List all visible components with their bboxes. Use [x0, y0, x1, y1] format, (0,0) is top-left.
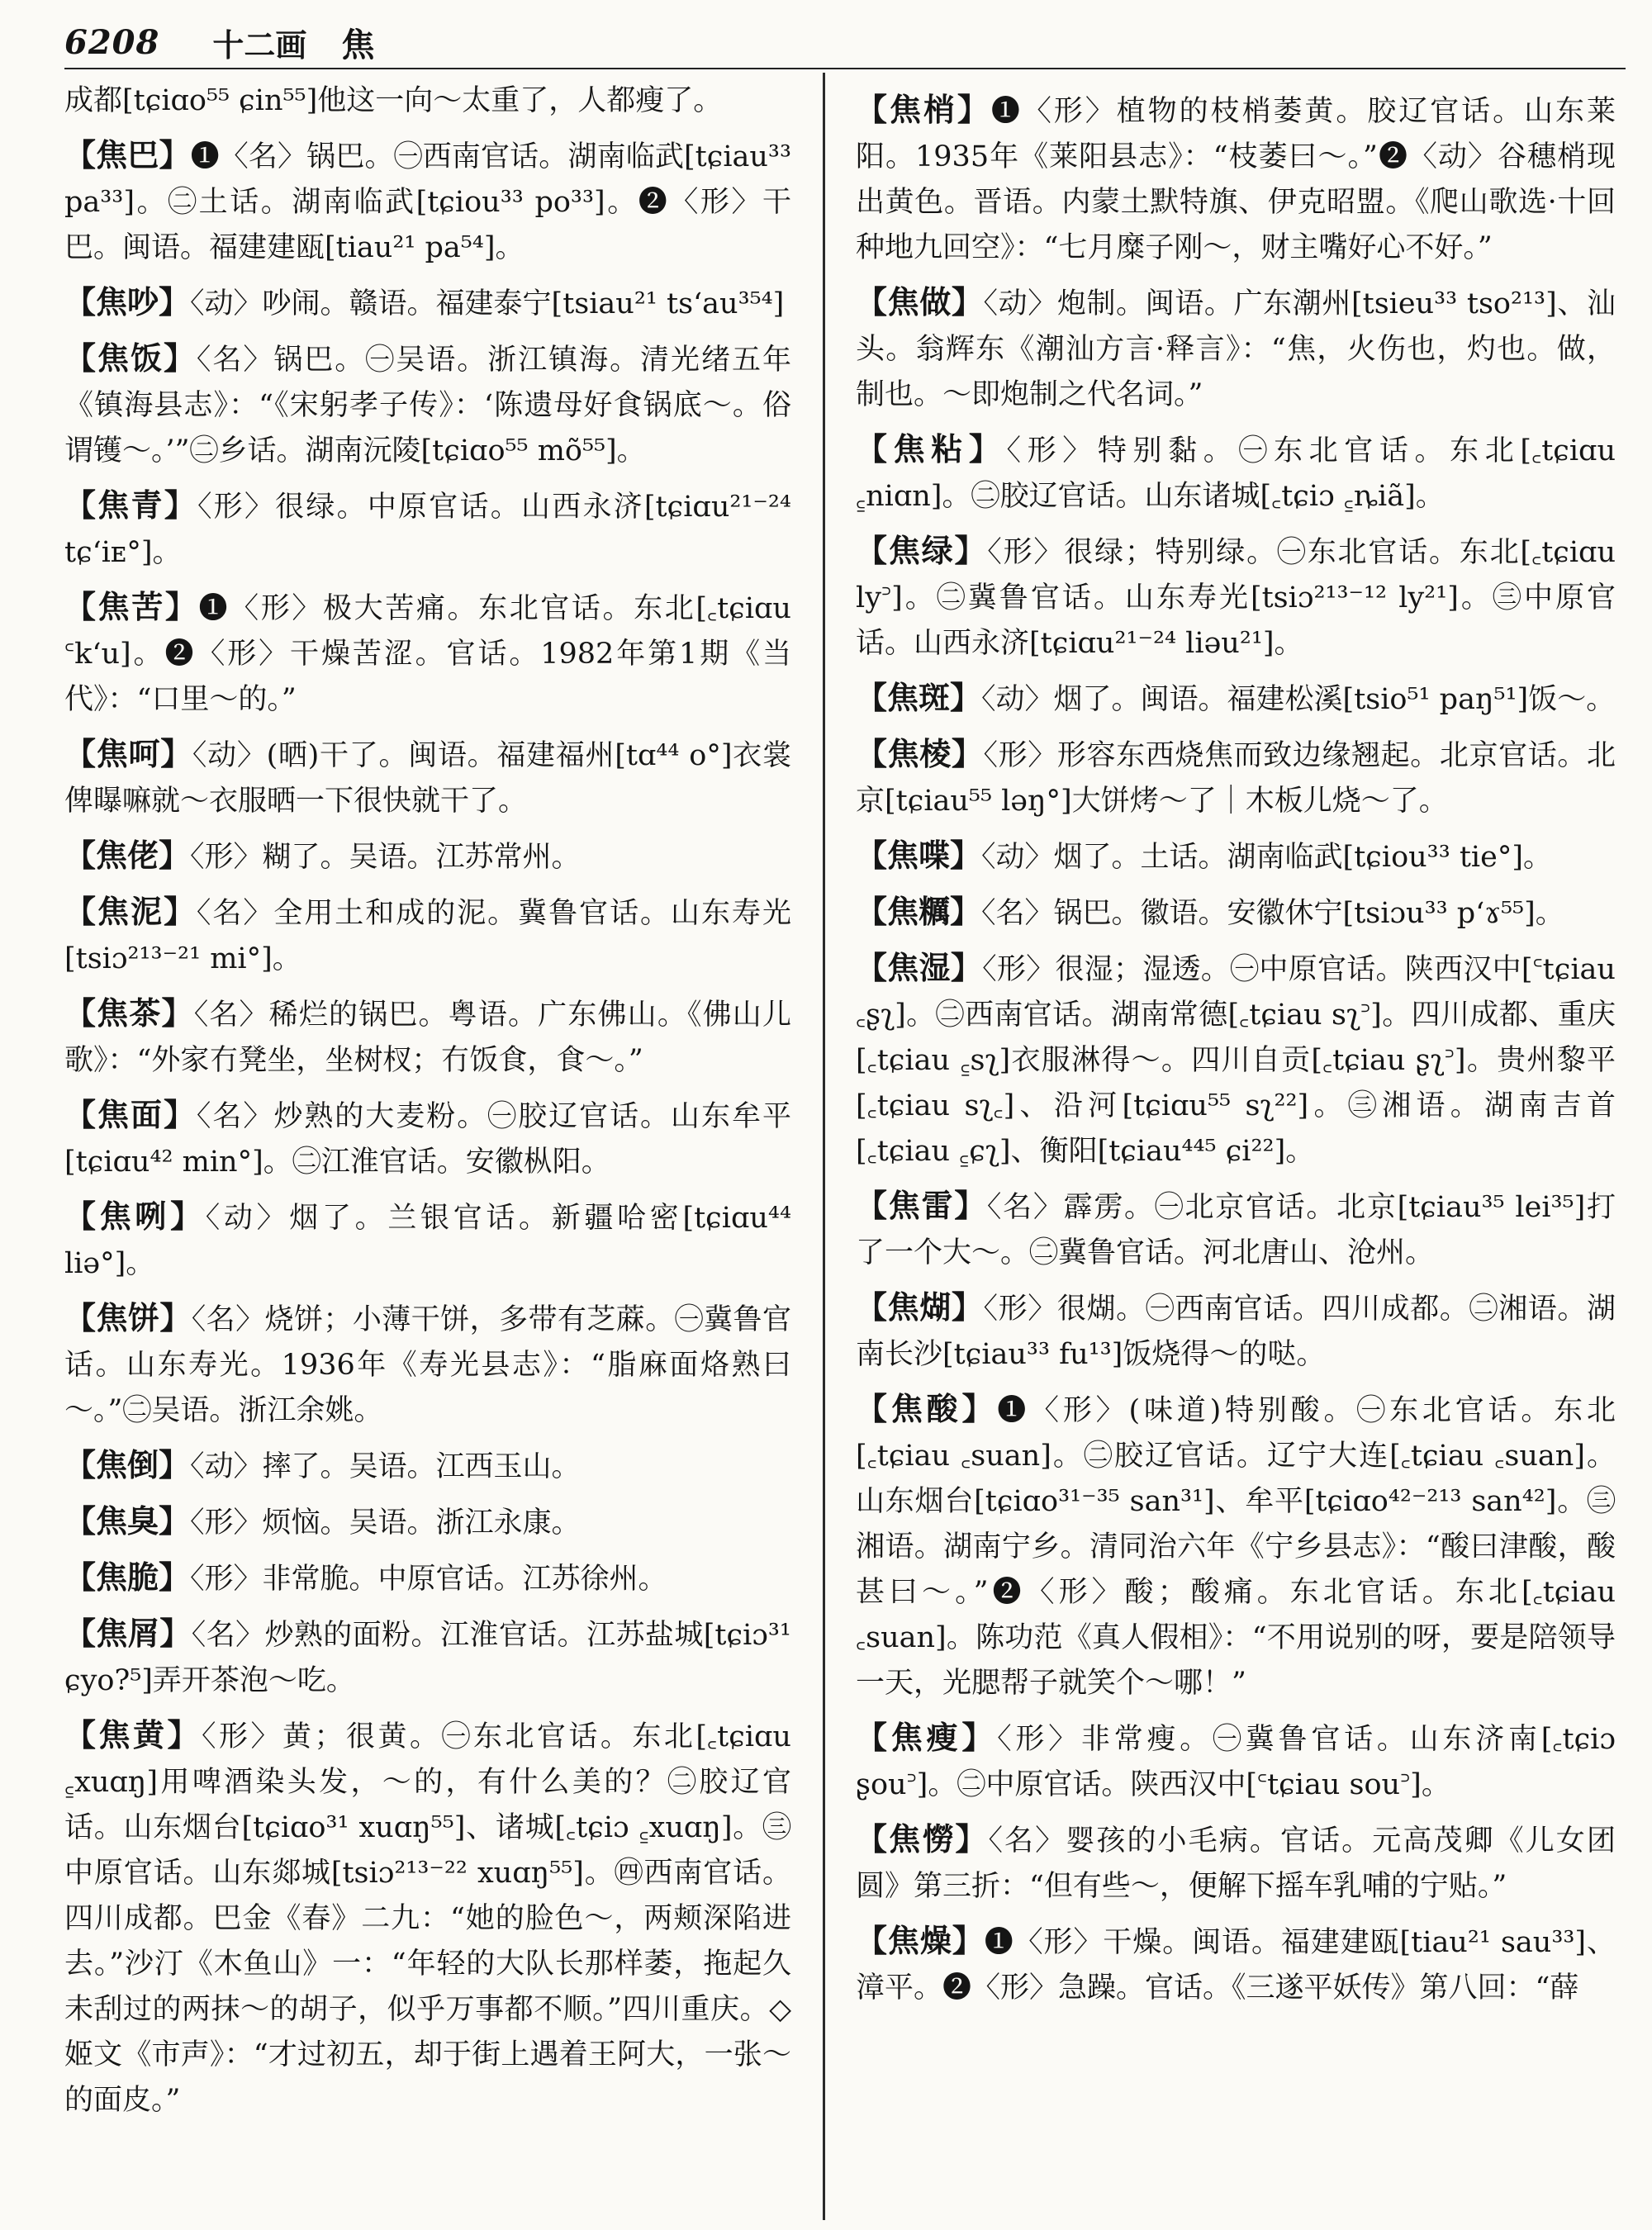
- headword: 焦喋: [887, 837, 951, 874]
- left-column: [64, 78, 801, 2222]
- headword-bracket-close: 】: [163, 339, 197, 377]
- headword: 焦酸: [890, 1390, 962, 1427]
- headword-bracket-close: 】: [167, 1716, 202, 1753]
- headword: 焦燥: [887, 1922, 952, 1959]
- headword-bracket-close: 】: [951, 283, 984, 320]
- headword-bracket-close: 】: [159, 837, 191, 874]
- headword-bracket-close: 】: [159, 283, 191, 320]
- headword-bracket-close: 】: [164, 486, 197, 524]
- definition-text: 〈形〉糊了。吴语。江苏常州。: [190, 841, 581, 874]
- dictionary-entry: [64, 1092, 791, 1185]
- headword-bracket-close: 】: [961, 1390, 998, 1427]
- headword: 焦脆: [96, 1559, 159, 1596]
- headword-bracket-open: 【: [856, 735, 888, 772]
- headword-bracket-close: 】: [954, 532, 988, 569]
- headword: 焦梢: [889, 91, 957, 128]
- headword-bracket-open: 【: [856, 679, 888, 716]
- headword-bracket-open: 【: [64, 1096, 97, 1133]
- headword: 焦雷: [888, 1187, 955, 1224]
- definition-text: 〈形〉特别黏。㊀东北官话。东北[꜀tɕiɑu ꜁niɑn]。㊁胶辽官话。山东诸城[꜀tɕiɔ ꜁ȵiã]。: [856, 434, 1626, 513]
- headword-bracket-open: 【: [856, 1390, 891, 1427]
- dictionary-entry: [64, 1554, 791, 1602]
- definition-text: 〈形〉很湿；湿透。㊀中原官话。陕西汉中[꜂tɕiau ꜀ʂʅ]。㊁西南官话。湖南常德[꜀tɕiau sʅ꜄]。四川成都、重庆[꜀tɕiau ꜁sʅ]衣服淋得～。四川自贡[꜀tɕiau ʂʅ꜄]。贵州黎平[꜀tɕiau sʅ꜀]、沿河[tɕiɑu⁵⁵ sʅ²²]。㊂湘语。湖南吉首[꜀tɕiau ꜁ɕʅ]、衡阳[tɕiau⁴⁴⁵ ɕi²²]。: [856, 953, 1626, 1168]
- headword-bracket-open: 【: [64, 339, 97, 377]
- headword-bracket-close: 】: [163, 893, 197, 930]
- headword-bracket-open: 【: [64, 136, 97, 173]
- headword: 焦呵: [96, 735, 161, 772]
- headword: 焦绿: [888, 532, 955, 569]
- headword: 焦臭: [96, 1502, 159, 1540]
- dictionary-entry: [64, 279, 791, 327]
- headword-bracket-open: 【: [856, 1187, 889, 1224]
- page-header: [64, 17, 1626, 69]
- headword: 焦粘: [893, 430, 969, 467]
- dictionary-entry: [64, 731, 791, 824]
- dictionary-entry: [64, 1295, 791, 1434]
- headword-bracket-close: 】: [159, 1446, 191, 1483]
- dictionary-entry: [64, 1712, 801, 2123]
- definition-text: 〈动〉(晒)干了。闽语。福建福州[tɑ⁴⁴ o°]衣裳俾曝嘛就～衣服晒一下很快就干了。: [64, 739, 791, 818]
- dictionary-entry: [856, 833, 1616, 880]
- headword: 焦巴: [96, 136, 159, 173]
- headword-bracket-open: 【: [64, 1299, 97, 1336]
- continuation-text: 成都[tɕiɑo⁵⁵ ɕin⁵⁵]他这一向～太重了，人都瘦了。: [64, 84, 723, 117]
- dictionary-entry: [64, 1193, 801, 1287]
- headword: 焦湿: [887, 949, 951, 986]
- dictionary-entry: [856, 675, 1616, 723]
- headword-bracket-close: 】: [955, 1820, 989, 1858]
- headword-bracket-close: 】: [163, 1096, 197, 1133]
- definition-text: 〈动〉吵闹。赣语。福建泰宁[tsiau²¹ ts‘au³⁵⁴]: [190, 287, 785, 320]
- headword-bracket-close: 】: [950, 837, 982, 874]
- headword-bracket-close: 】: [952, 1922, 985, 1959]
- headword-bracket-open: 【: [64, 1446, 97, 1483]
- headword: 焦饼: [96, 1299, 160, 1336]
- definition-text: ❶〈名〉锅巴。㊀西南官话。湖南临武[tɕiau³³ pa³³]。㊁土话。湖南临武[tɕiou³³ po³³]。❷〈形〉干巴。闽语。福建建瓯[tiau²¹ pa⁵⁴]。: [64, 140, 801, 264]
- dictionary-entry: [64, 1498, 791, 1546]
- definition-text: 〈形〉很绿。中原官话。山西永济[tɕiɑu²¹⁻²⁴ tɕ‘iᴇ°]。: [64, 491, 801, 569]
- headword-bracket-open: 【: [856, 1922, 888, 1959]
- definition-text: 〈名〉锅巴。㊀吴语。浙江镇海。清光绪五年《镇海县志》：“《宋躬孝子传》：‘陈遗母好食锅底～。俗谓镬～。’”㊁乡话。湖南沅陵[tɕiɑo⁵⁵ mõ⁵⁵]。: [64, 344, 791, 467]
- headword-bracket-open: 【: [64, 283, 97, 320]
- headword-bracket-open: 【: [856, 91, 890, 128]
- headword-bracket-close: 】: [950, 893, 982, 930]
- headword-bracket-open: 【: [64, 1502, 97, 1540]
- headword: 焦饭: [97, 339, 164, 377]
- headword: 焦糲: [887, 893, 951, 930]
- dictionary-entry: [856, 1918, 1616, 2011]
- definition-text: ❶〈形〉(味道)特别酸。㊀东北官话。东北[꜀tɕiau ꜀suan]。㊁胶辽官话。辽宁大连[꜀tɕiau ꜀suan]。山东烟台[tɕiɑo³¹⁻³⁵ san³¹]、牟平[tɕiɑo⁴²⁻²¹³ san⁴²]。㊂湘语。湖南宁乡。清同治六年《宁乡县志》：“酸曰津酸，酸甚曰～。”❷〈形〉酸；酸痛。东北官话。东北[꜀tɕiau ꜀suan]。陈功范《真人假相》：“不用说别的呀，要是陪领导一天，光腮帮子就笑个～哪！”: [856, 1394, 1626, 1700]
- definition-text: 〈形〉非常瘦。㊀冀鲁官话。山东济南[꜀tɕiɔ ʂou꜄]。㊁中原官话。陕西汉中[꜂tɕiau sou꜄]。: [856, 1723, 1626, 1801]
- dictionary-entry: [64, 990, 791, 1084]
- headword-bracket-close: 】: [957, 91, 991, 128]
- definition-text: ❶〈形〉干燥。闽语。福建建瓯[tiau²¹ sau³³]、漳平。❷〈形〉急躁。官话。《三遂平妖传》第八回：“薛: [856, 1926, 1616, 2005]
- page-number: 6208: [64, 22, 160, 62]
- headword: 焦做: [887, 283, 952, 320]
- headword-bracket-close: 】: [951, 1288, 984, 1326]
- headword-bracket-open: 【: [856, 1288, 888, 1326]
- dictionary-entry: [64, 889, 791, 982]
- headword-bracket-open: 【: [64, 588, 98, 625]
- headword-bracket-close: 】: [170, 1198, 206, 1235]
- headword: 焦屑: [96, 1615, 160, 1652]
- headword: 焦憦: [889, 1820, 956, 1858]
- dictionary-entry: [856, 731, 1616, 824]
- headword: 焦瘦: [890, 1719, 962, 1756]
- dictionary-entry: [856, 528, 1626, 667]
- headword: 焦泥: [97, 893, 164, 930]
- headword-bracket-open: 【: [64, 837, 97, 874]
- headword: 焦青: [97, 486, 164, 524]
- dictionary-entry: [64, 482, 801, 576]
- headword-bracket-open: 【: [856, 283, 888, 320]
- definition-text: ❶〈形〉极大苦痛。东北官话。东北[꜀tɕiɑu ꜂k‘u]。❷〈形〉干燥苦涩。官话。1982年第1期《当代》：“口里～的。”: [64, 592, 801, 716]
- headword: 焦黄: [98, 1716, 168, 1753]
- headword-bracket-close: 】: [164, 588, 199, 625]
- headword-bracket-open: 【: [64, 994, 97, 1032]
- headword: 焦倒: [96, 1446, 159, 1483]
- headword: 焦棱: [887, 735, 952, 772]
- headword-bracket-close: 】: [951, 735, 984, 772]
- dictionary-entry: [64, 1442, 791, 1490]
- headword-bracket-open: 【: [64, 893, 97, 930]
- headword: 焦苦: [97, 588, 165, 625]
- headword-bracket-close: 】: [954, 1187, 987, 1224]
- headword: 焦茶: [97, 994, 162, 1032]
- definition-text: 〈名〉炒熟的面粉。江淮官话。江苏盐城[tɕiɔ³¹ ɕyo?⁵]弄开茶泡～吃。: [64, 1619, 801, 1697]
- headword: 焦佬: [96, 837, 159, 874]
- definition-text: ❶〈形〉植物的枝梢萎黄。胶辽官话。山东莱阳。1935年《莱阳县志》：“枝萎曰～。”❷〈动〉谷穗梢现出黄色。晋语。内蒙土默特旗、伊克昭盟。《爬山歌选·十回种地九回空》：“七月糜子刚～，财主嘴好心不好。”: [856, 95, 1616, 264]
- left-entry-list: [64, 132, 801, 2123]
- definition-text: 〈形〉黄；很黄。㊀东北官话。东北[꜀tɕiɑu ꜁xuɑŋ]用啤酒染头发，～的，有什么美的？㊁胶辽官话。山东烟台[tɕiɑo³¹ xuɑŋ⁵⁵]、诸城[꜀tɕiɔ ꜁xuɑŋ]。㊂中原官话。山东郯城[tsiɔ²¹³⁻²² xuɑŋ⁵⁵]。㊃西南官话。四川成都。巴金《春》二九：“她的脸色～，两颊深陷进去。”沙汀《木鱼山》一：“年轻的大队长那样萎，拖起久未刮过的两抹～的胡子，似乎万事都不顺。”四川重庆。◇姬文《市声》：“才过初五，却于街上遇着王阿大，一张～的面皮。”: [64, 1720, 801, 2117]
- definition-text: 〈名〉锅巴。徽语。安徽休宁[tsiɔu³³ p‘ɤ⁵⁵]。: [981, 897, 1564, 930]
- dictionary-entry: [856, 945, 1626, 1174]
- headword: 焦吵: [96, 283, 159, 320]
- headword-bracket-open: 【: [856, 1820, 890, 1858]
- headword-bracket-open: 【: [64, 1559, 97, 1596]
- dictionary-entry: [856, 1715, 1626, 1808]
- definition-text: 〈名〉全用土和成的泥。冀鲁官话。山东寿光[tsiɔ²¹³⁻²¹ mi°]。: [64, 897, 791, 975]
- dictionary-entry: [856, 889, 1616, 937]
- headword-bracket-open: 【: [856, 532, 889, 569]
- headword-bracket-open: 【: [64, 1716, 99, 1753]
- headword-bracket-close: 】: [161, 994, 194, 1032]
- definition-text: 〈名〉婴孩的小毛病。官话。元高茂卿《儿女团圆》第三折：“但有些～，便解下摇车乳哺的宁贴。”: [856, 1824, 1616, 1903]
- dictionary-entry: [856, 1183, 1616, 1276]
- dictionary-entry: [856, 279, 1616, 418]
- headword-bracket-close: 】: [159, 1615, 192, 1652]
- right-column: [856, 78, 1626, 2222]
- headword: 焦斑: [887, 679, 951, 716]
- headword: 焦面: [97, 1096, 164, 1133]
- headword-bracket-open: 【: [856, 1719, 891, 1756]
- headword-bracket-close: 】: [968, 430, 1007, 467]
- definition-text: 〈形〉很绿；特别绿。㊀东北官话。东北[꜀tɕiɑu ly꜄]。㊁冀鲁官话。山东寿光[tsiɔ²¹³⁻¹² ly²¹]。㊂中原官话。山西永济[tɕiɑu²¹⁻²⁴ liəu²¹]。: [856, 536, 1626, 660]
- definition-text: 〈名〉稀烂的锅巴。粤语。广东佛山。《佛山儿歌》：“外家冇凳坐，坐树杈；冇饭食，食～。”: [64, 999, 791, 1077]
- definition-text: 〈形〉形容东西烧焦而致边缘翘起。北京官话。北京[tɕiau⁵⁵ ləŋ°]大饼烤～了｜木板儿烧～了。: [856, 739, 1616, 818]
- dictionary-entry: [856, 1816, 1616, 1910]
- headword-bracket-close: 】: [950, 679, 982, 716]
- dictionary-entry: [856, 87, 1616, 271]
- dictionary-entry: [64, 1611, 801, 1704]
- dictionary-entry: [856, 1284, 1616, 1378]
- definition-text: 〈名〉霹雳。㊀北京官话。北京[tɕiau³⁵ lei³⁵]打了一个大～。㊁冀鲁官话。河北唐山、沧州。: [856, 1191, 1616, 1269]
- definition-text: 〈形〉烦恼。吴语。浙江永康。: [190, 1506, 581, 1540]
- headword: 焦咧: [99, 1198, 171, 1235]
- dictionary-entry: [856, 1386, 1626, 1706]
- definition-text: 〈动〉烟了。兰银官话。新疆哈密[tɕiɑu⁴⁴ liə°]。: [64, 1202, 801, 1280]
- headword-bracket-open: 【: [64, 1615, 97, 1652]
- headword-bracket-close: 】: [159, 1299, 192, 1336]
- definition-text: 〈动〉摔了。吴语。江西玉山。: [190, 1450, 581, 1483]
- headword-bracket-open: 【: [856, 949, 888, 986]
- definition-text: 〈形〉很煳。㊀西南官话。四川成都。㊁湘语。湖南长沙[tɕiau³³ fu¹³]饭烧得～的哒。: [856, 1293, 1616, 1371]
- dictionary-entry: [64, 132, 801, 271]
- definition-text: 〈形〉非常脆。中原官话。江苏徐州。: [190, 1563, 667, 1596]
- definition-text: 〈名〉炒熟的大麦粉。㊀胶辽官话。山东牟平[tɕiɑu⁴² min°]。㊁江淮官话。安徽枞阳。: [64, 1100, 791, 1179]
- headword-bracket-close: 】: [159, 1559, 191, 1596]
- dictionary-entry: [64, 335, 791, 474]
- right-entry-list: [856, 87, 1626, 2011]
- headword-bracket-close: 】: [159, 136, 191, 173]
- headword-bracket-close: 】: [961, 1719, 998, 1756]
- headword-bracket-close: 】: [159, 1502, 191, 1540]
- header-character: 焦: [341, 25, 375, 64]
- definition-text: 〈名〉烧饼；小薄干饼，多带有芝蔴。㊀冀鲁官话。山东寿光。1936年《寿光县志》：“脂麻面烙熟曰～。”㊁吴语。浙江余姚。: [64, 1303, 791, 1427]
- definition-text: 〈动〉烟了。闽语。福建松溪[tsio⁵¹ paŋ⁵¹]饭～。: [981, 683, 1616, 716]
- dictionary-entry: [856, 426, 1626, 520]
- headword-bracket-open: 【: [856, 430, 894, 467]
- headword-bracket-close: 】: [950, 949, 983, 986]
- headword-bracket-close: 】: [160, 735, 192, 772]
- dictionary-entry: [64, 833, 791, 880]
- dictionary-entry: [64, 584, 801, 723]
- definition-text: 〈动〉炮制。闽语。广东潮州[tsieu³³ tso²¹³]、汕头。翁辉东《潮汕方言·释言》：“焦，火伤也，灼也。做，制也。～即炮制之代名词。”: [856, 287, 1616, 411]
- headword-bracket-open: 【: [856, 893, 888, 930]
- headword: 焦煳: [887, 1288, 952, 1326]
- headword-bracket-open: 【: [64, 1198, 100, 1235]
- headword-bracket-open: 【: [64, 486, 98, 524]
- stroke-category: 十二画: [212, 26, 307, 64]
- headword-bracket-open: 【: [64, 735, 97, 772]
- headword-bracket-open: 【: [856, 837, 888, 874]
- column-divider: [823, 73, 825, 2220]
- definition-text: 〈动〉烟了。土话。湖南临武[tɕiou³³ tie°]。: [981, 841, 1552, 874]
